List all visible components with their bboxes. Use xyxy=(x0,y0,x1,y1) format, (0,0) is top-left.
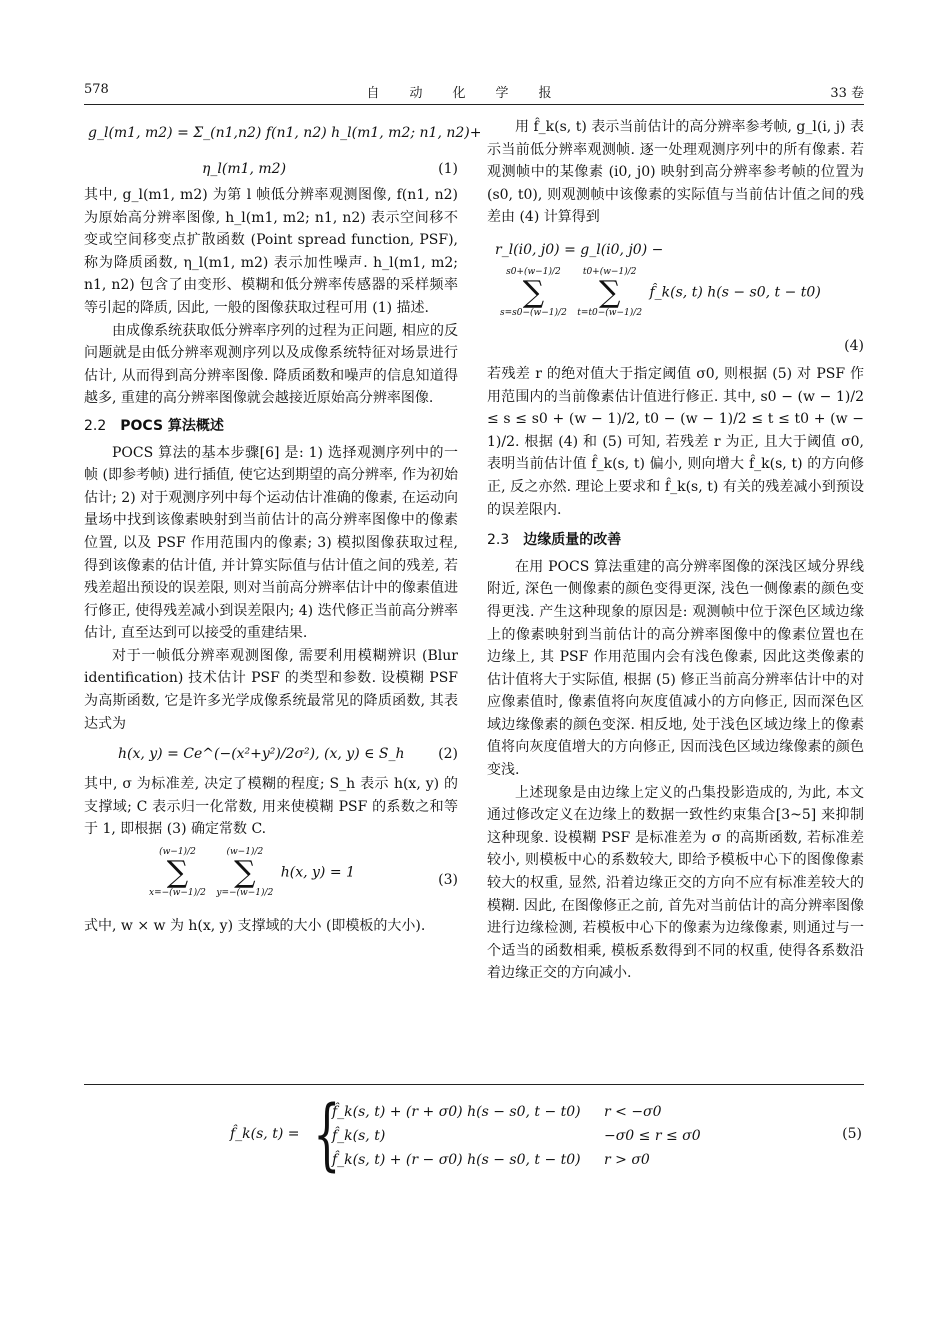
left-column xyxy=(84,116,482,938)
condition-2: −σ0 ≤ r ≤ σ0 xyxy=(604,1128,701,1144)
paragraph-left-2: 由成像系统获取低分辨率序列的过程为正问题, 相应的反问题就是由低分辨率观测序列以及成像系统特征对场景进行估计, 从而得到高分辨率图像. 降质函数和噪声的信息知道得越多, 重建的高分辨率图像就会越接近原始高分辨率图像. xyxy=(84,322,458,407)
case-2: f̂_k(s, t) xyxy=(332,1128,386,1144)
equation-1-line-1: g_l(m1, m2) = Σ_(n1,n2) f(n1, n2) h_l(m1, m2; n1, n2)+ xyxy=(88,125,482,141)
equation-2-number: (2) xyxy=(438,746,458,763)
running-header xyxy=(84,80,864,105)
equation-3-body: h(x, y) = 1 xyxy=(280,864,355,881)
equation-1 xyxy=(84,118,482,182)
equation-2-body: h(x, y) = Ce^(−(x²+y²)/2σ²), (x, y) ∈ S_h xyxy=(118,746,405,763)
page-number: 578 xyxy=(84,82,109,97)
paragraph-right-4: 上述现象是由边缘上定义的凸集投影造成的, 为此, 本文通过修改定义在边缘上的数据一致性约束集合[3~5] 来抑制这种现象. 设模糊 PSF 是标准差为 σ 的高斯函数, 若标准差较小, 则模板中心的系数较大, 即给予模板中心下的图像像素较大的权重, 显然, 沿着边缘正交的方向不应有标准差较大的模糊. 因此, 在图像修正之前, 首先对当前估计的高分辨率图像进行边缘检测, 若模板中心下的像素为边缘像素, 则通过与一个适当的函数相乘, 模板系数得到不同的权重, 使得各系数沿着边缘正交的方向减小. xyxy=(487,784,864,982)
section-2-3-number: 2.3 xyxy=(487,532,510,549)
section-2-3-heading xyxy=(487,529,864,552)
section-2-2-title: POCS 算法概述 xyxy=(120,417,224,434)
paragraph-left-1: 其中, g_l(m1, m2) 为第 l 帧低分辨率观测图像, f(n1, n2) 为原始高分辨率图像, h_l(m1, m2; n1, n2) 表示空间移不变或空间移变点扩散函数 (Point spread function, PSF), 称为降质函数, η_l(m1, m2) 表示加性噪声. h_l(m1, m2; n1, n2) 包含了由变形、模糊和低分辨率传感器的采样频率等引起的降质, 因此, 一般的图像获取过程可用 (1) 描述. xyxy=(84,187,458,316)
condition-3: r > σ0 xyxy=(604,1152,650,1168)
paragraph-right-2: 若残差 r 的绝对值大于指定阈值 σ0, 则根据 (5) 对 PSF 作用范围内的当前像素估计值进行修正. 其中, s0 − (w − 1)/2 ≤ s ≤ s0 + (w − 1)/2, t0 − (w − 1)/2 ≤ t ≤ t0 + (w − 1)/2. 根据 (4) 和 (5) 可知, 若残差 r 为正, 且大于阈值 σ0, 表明当前估计值 f̂_k(s, t) 偏小, 则向增大 f̂_k(s, t) 的方向修正, 反之亦然. 理论上要求和 f̂_k(s, t) 有关的残差减小到预设的误差限内. xyxy=(487,365,864,518)
case-3: f̂_k(s, t) + (r − σ0) h(s − s0, t − t0) xyxy=(332,1152,581,1168)
bottom-rule xyxy=(84,1084,864,1085)
right-column xyxy=(487,116,864,985)
volume-label: 33 卷 xyxy=(830,86,864,101)
section-2-2-heading xyxy=(84,415,458,438)
equation-5-lhs: f̂_k(s, t) = xyxy=(230,1126,300,1142)
sigma-x-icon: ∑ xyxy=(166,855,189,891)
journal-name: 自动化学报 xyxy=(366,86,582,101)
equation-5-conditions xyxy=(604,1100,701,1172)
paragraph-left-6: 式中, w × w 为 h(x, y) 支撑域的大小 (即模板的大小). xyxy=(84,918,426,935)
sigma-y-icon: ∑ xyxy=(234,855,256,891)
equation-5-cases xyxy=(332,1100,581,1172)
equation-3 xyxy=(84,843,458,913)
equation-3-number: (3) xyxy=(438,872,458,889)
sigma-t-icon: ∑ xyxy=(598,274,621,310)
case-1: f̂_k(s, t) + (r + σ0) h(s − s0, t − t0) xyxy=(332,1104,581,1120)
equation-4-line-1: r_l(i0, j0) = g_l(i0, j0) − xyxy=(495,241,664,258)
sum-s: s0+(w−1)/2 ∑ s=s0−(w−1)/2 xyxy=(500,266,567,318)
sigma-s-icon: ∑ xyxy=(522,274,545,310)
equation-4 xyxy=(487,237,864,361)
sum-y: (w−1)/2 ∑ y=−(w−1)/2 xyxy=(216,847,274,899)
sum-x: (w−1)/2 ∑ x=−(w−1)/2 xyxy=(149,847,206,899)
equation-1-number: (1) xyxy=(438,161,458,177)
condition-1: r < −σ0 xyxy=(604,1104,662,1120)
equation-5 xyxy=(0,1090,950,1180)
equation-2 xyxy=(84,737,458,771)
equation-4-body: f̂_k(s, t) h(s − s0, t − t0) xyxy=(649,284,821,301)
paragraph-right-3: 在用 POCS 算法重建的高分辨率图像的深浅区域分界线附近, 深色一侧像素的颜色变得更深, 浅色一侧像素的颜色变得更浅. 产生这种现象的原因是: 观测帧中位于深色区域边缘上的像素映射到当前估计的高分辨率图像中的像素位置也在边缘上, 其 PSF 作用范围内会有浅色像素, 因此这类像素的估计值将大于实际值, 根据 (5) 修正当前高分辨率估计中的对应像素值时, 像素值将向灰度值减小的方向修正, 因而深色区域边缘像素的颜色变深. 相反地, 处于浅色区域边缘上的像素值将向灰度值增大的方向修正, 因而浅色区域边缘像素的颜色变浅. xyxy=(487,558,864,779)
equation-5-number: (5) xyxy=(842,1126,862,1142)
left-brace-icon: { xyxy=(313,1090,341,1180)
equation-1-line-2: η_l(m1, m2) xyxy=(202,161,287,177)
sum-t: t0+(w−1)/2 ∑ t=t0−(w−1)/2 xyxy=(577,266,643,318)
equation-4-number: (4) xyxy=(844,337,864,354)
section-2-3-title: 边缘质量的改善 xyxy=(523,532,622,549)
paragraph-left-4: 对于一帧低分辨率观测图像, 需要利用模糊辨识 (Blur identification) 技术估计 PSF 的类型和参数. 设模糊 PSF 为高斯函数, 它是许多光学成像系统最常见的降质函数, 其表达式为 xyxy=(84,647,458,732)
paragraph-left-5: 其中, σ 为标准差, 决定了模糊的程度; S_h 表示 h(x, y) 的支撑域; C 表示归一化常数, 用来使模糊 PSF 的系数之和等于 1, 即根据 (3) 确定常数 C. xyxy=(84,776,458,838)
paragraph-right-1: 用 f̂_k(s, t) 表示当前估计的高分辨率参考帧, g_l(i, j) 表示当前低分辨率观测帧. 逐一处理观测序列中的所有像素. 若观测帧中的某像素 (i0, j0) 映射到高分辨率参考帧的位置为 (s0, t0), 则观测帧中该像素的实际值与当前估计值之间的残差由 (4) 计算得到 xyxy=(487,119,864,226)
paragraph-left-3: POCS 算法的基本步骤[6] 是: 1) 选择观测序列中的一帧 (即参考帧) 进行插值, 使它达到期望的高分辨率, 作为初始估计; 2) 对于观测序列中每个运动估计准确的像素, 在运动向量场中找到该像素映射到当前估计的高分辨率图像中的像素位置, 以及 PSF 作用范围内的像素; 3) 模拟图像获取过程, 得到该像素的估计值, 并计算实际值与估计值之间的残差, 若残差超出预设的误差限, 则对当前高分辨率估计中的像素值进行修正, 使得残差减小到误差限内; 4) 迭代修正当前高分辨率估计, 直至达到可以接受的重建结果. xyxy=(84,444,458,642)
section-2-2-number: 2.2 xyxy=(84,417,107,434)
